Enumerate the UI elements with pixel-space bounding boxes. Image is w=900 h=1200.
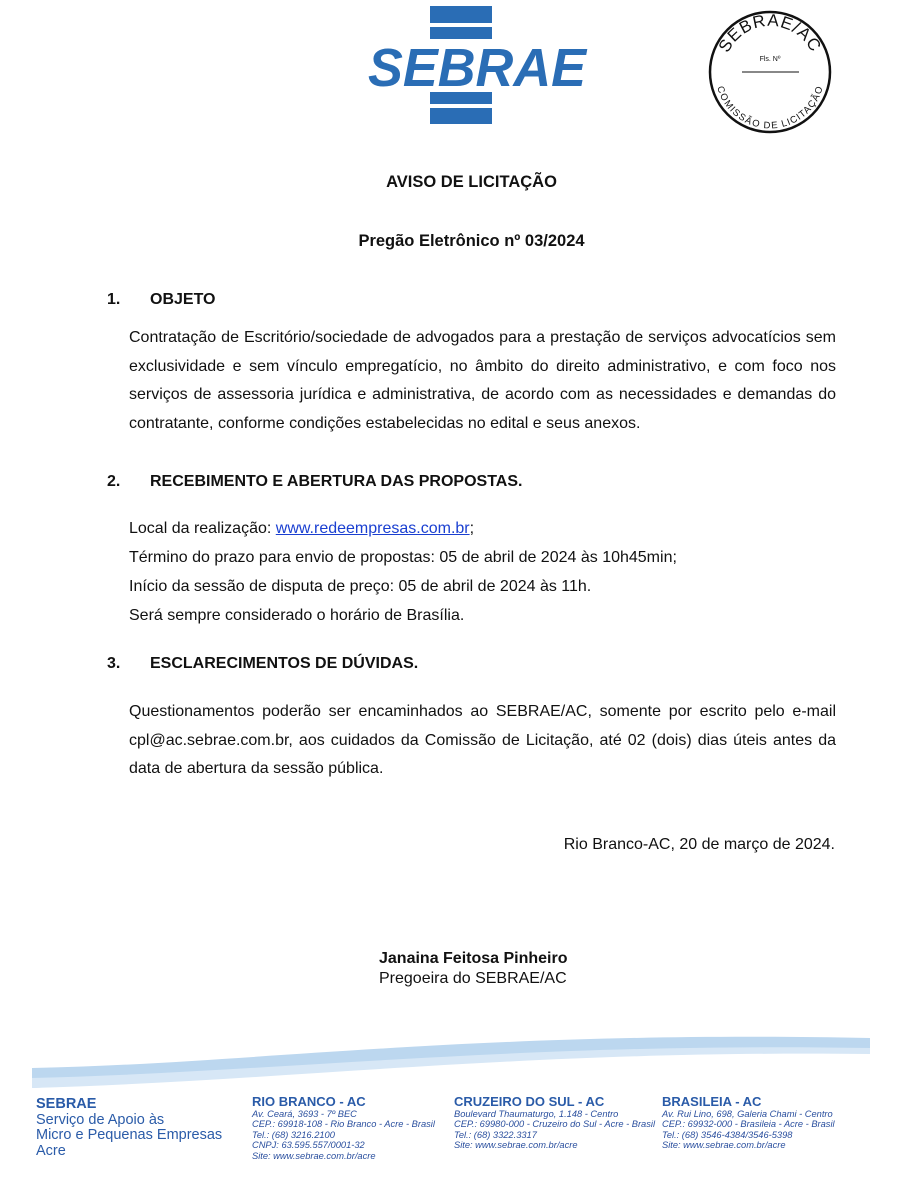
footer-org-line: Serviço de Apoio às: [36, 1111, 165, 1128]
section-3-body: Questionamentos poderão ser encaminhados ao SEBRAE/AC, somente por escrito pelo e-mail cpl@ac.sebrae.com.br, aos cuidados da Comissão de Licitação, até 02 (dois) dias úteis antes da data de abertura da sessão pública.: [129, 703, 836, 777]
stamp-sheet-label: Fls. Nº: [759, 56, 781, 63]
office-cnpj: CNPJ: 63.595.557/0001-32: [252, 1140, 365, 1151]
svg-text:SEBRAE/AC: [715, 11, 826, 56]
footer-office-rio-branco: [252, 1094, 435, 1162]
stamp-bottom-text: COMISSÃO DE LICITAÇÃO: [714, 84, 826, 132]
office-cep: CEP.: 69932-000 - Brasileia - Acre - Brasil: [662, 1119, 835, 1130]
sebrae-logo: [366, 6, 588, 124]
local-label: Local da realização:: [129, 520, 276, 537]
office-address: Av. Ceará, 3693 - 7º BEC: [252, 1108, 357, 1119]
footer-office-cruzeiro-do-sul: [454, 1094, 656, 1151]
section-1-number: 1.: [107, 291, 121, 308]
stamp-top-text: SEBRAE/AC: [714, 10, 826, 56]
footer-office-brasileia: [662, 1094, 835, 1151]
office-phone: Tel.: (68) 3322.3317: [454, 1129, 537, 1140]
section-2-number: 2.: [107, 473, 121, 490]
office-phone: Tel.: (68) 3546-4384/3546-5398: [662, 1129, 793, 1140]
office-address: Boulevard Thaumaturgo, 1.148 - Centro: [454, 1108, 619, 1119]
place-date: Rio Branco-AC, 20 de março de 2024.: [563, 836, 835, 853]
local-line: [129, 520, 474, 538]
footer-org-name: SEBRAE: [36, 1096, 97, 1112]
office-title: CRUZEIRO DO SUL - AC: [454, 1094, 605, 1109]
footer-wave: [0, 1020, 900, 1090]
footer-org-line: Acre: [36, 1142, 66, 1159]
commission-stamp: [708, 10, 832, 134]
section-1-heading: OBJETO: [150, 291, 216, 308]
office-address: Av. Rui Lino, 698, Galeria Chami - Centro: [662, 1108, 833, 1119]
office-site: Site: www.sebrae.com.br/acre: [454, 1140, 578, 1151]
office-title: RIO BRANCO - AC: [252, 1094, 366, 1109]
local-suffix: ;: [469, 520, 475, 537]
section-2-heading: RECEBIMENTO E ABERTURA DAS PROPOSTAS.: [150, 473, 523, 490]
section-1-body: Contratação de Escritório/sociedade de advogados para a prestação de serviços advocatícios sem exclusividade e sem vínculo empregatício, no âmbito do direito administrativo, e com foco nos serviços de assessoria jurídica e administrativa, de acordo com as necessidades e demandas do contratante, conforme condições estabelecidas no edital e seus anexos.: [129, 329, 836, 432]
svg-text:COMISSÃO DE LICITAÇÃO: [714, 85, 825, 132]
document-title: AVISO DE LICITAÇÃO: [386, 173, 557, 191]
timezone-line: Será sempre considerado o horário de Brasília.: [129, 607, 465, 624]
section-3-number: 3.: [107, 655, 121, 672]
deadline-line: Término do prazo para envio de propostas: 05 de abril de 2024 às 10h45min;: [129, 549, 677, 566]
office-phone: Tel.: (68) 3216.2100: [252, 1129, 335, 1140]
footer-organization: [36, 1097, 222, 1159]
logo-text: SEBRAE: [368, 38, 588, 98]
office-cep: CEP.: 69980-000 - Cruzeiro do Sul - Acre - Brasil: [454, 1119, 656, 1130]
signatory-name: Janaina Feitosa Pinheiro: [379, 950, 568, 967]
office-cep: CEP.: 69918-108 - Rio Branco - Acre - Brasil: [252, 1119, 435, 1130]
signatory-role: Pregoeira do SEBRAE/AC: [379, 970, 567, 987]
office-title: BRASILEIA - AC: [662, 1094, 762, 1109]
footer-org-line: Micro e Pequenas Empresas: [36, 1127, 223, 1143]
office-site: Site: www.sebrae.com.br/acre: [662, 1140, 786, 1151]
session-start-line: Início da sessão de disputa de preço: 05 de abril de 2024 às 11h.: [129, 578, 592, 595]
local-link[interactable]: www.redeempresas.com.br: [275, 520, 470, 537]
office-site: Site: www.sebrae.com.br/acre: [252, 1150, 376, 1161]
section-3-heading: ESCLARECIMENTOS DE DÚVIDAS.: [150, 655, 419, 672]
document-subtitle: Pregão Eletrônico nº 03/2024: [358, 232, 585, 250]
